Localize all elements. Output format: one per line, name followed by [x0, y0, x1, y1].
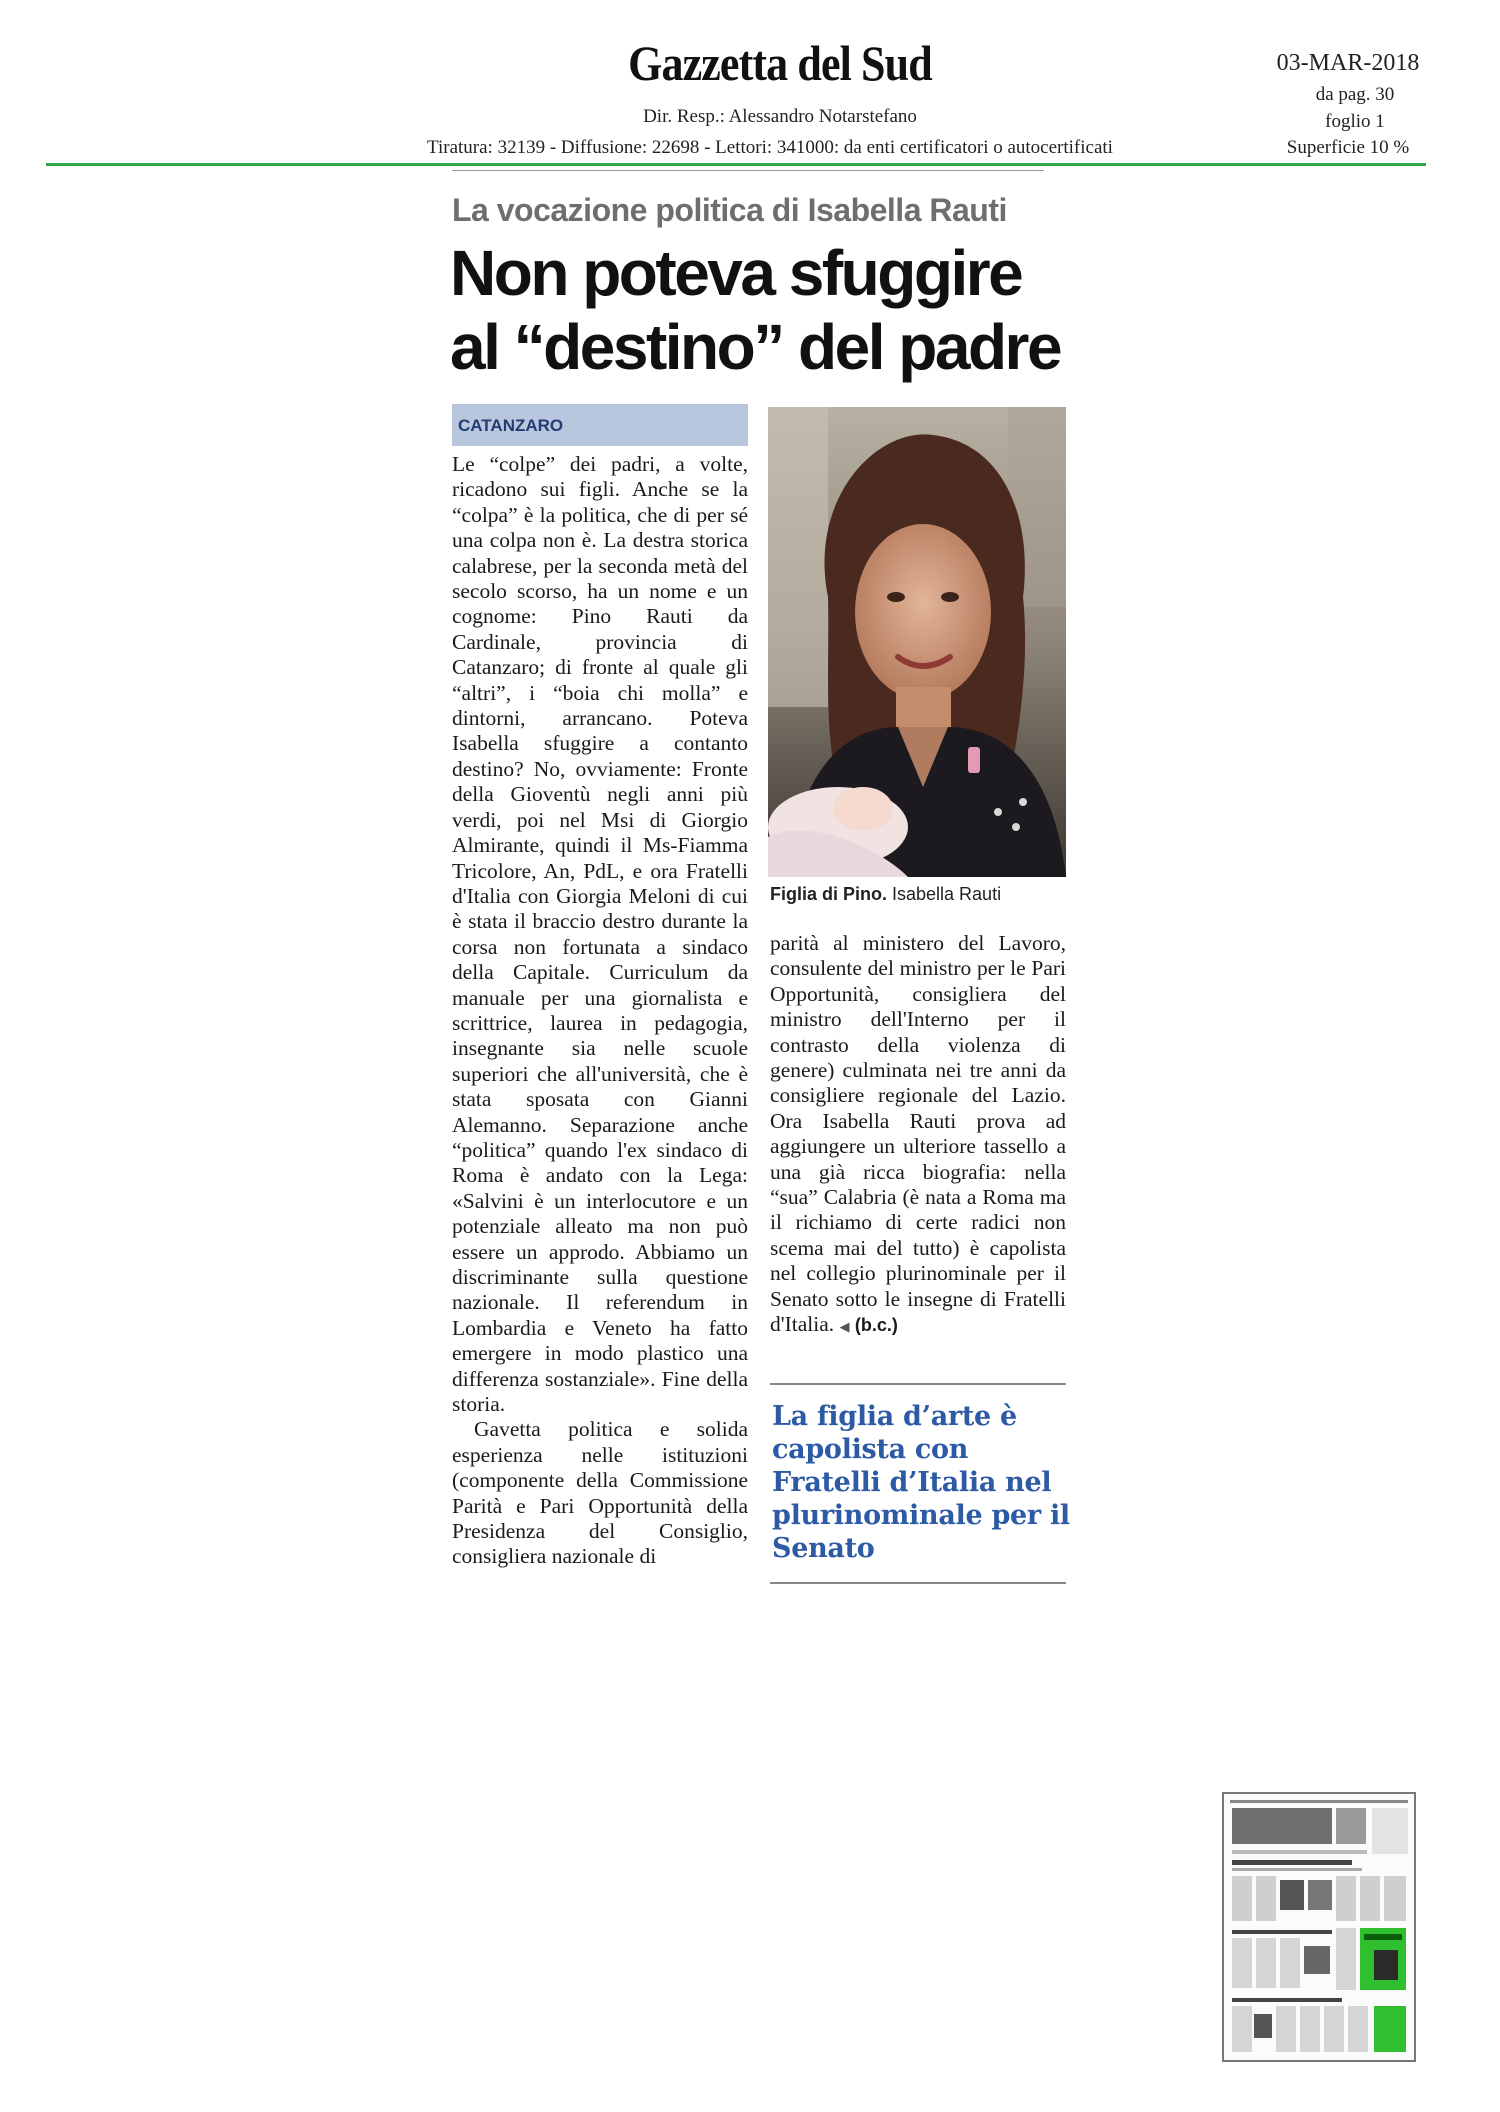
headline-line-2: al “destino” del padre — [450, 311, 1061, 383]
photo-caption — [770, 884, 1070, 905]
pullquote-bottom-rule — [770, 1582, 1066, 1584]
pullquote: La figlia d’arte è capolista con Fratelli d’Italia nel plurinominale per il Senato — [772, 1401, 1070, 1564]
article-kicker: La vocazione politica di Isabella Rauti — [452, 192, 1007, 228]
caption-bold: Figlia di Pino. — [770, 884, 887, 904]
article-top-rule — [452, 170, 1044, 171]
paragraph-3-text: parità al ministero del Lavoro, consulente del ministro per le Pari Opportunità, consigliera del ministro dell'Interno per il contrasto della violenza di genere) culminata nei tre anni da consigliere regionale del Lazio. Ora Isabella Rauti prova ad aggiungere un ulteriore tassello a una già ricca biografia: nella “sua” Calabria (è nata a Roma ma il richiamo di certe radici non scema mai del tutto) è capolista nel collegio plurinominale per il Senato sotto le insegne di Fratelli d'Italia. — [770, 931, 1066, 1337]
page-number: da pag. 30 — [1315, 84, 1395, 105]
publication-date: 03-MAR-2018 — [1276, 50, 1420, 76]
page-thumbnail — [1222, 1792, 1416, 2062]
author-signature: (b.c.) — [854, 1315, 898, 1336]
dateline: CATANZARO — [452, 404, 748, 446]
header-divider — [46, 163, 1426, 166]
paragraph-2: Gavetta politica e solida esperienza nelle istituzioni (componente della Commissione Parità e Pari Opportunità della Presidenza del Consiglio, consigliera nazionale di — [452, 1417, 748, 1569]
area-percentage: Superficie 10 % — [1286, 137, 1410, 158]
paragraph-1: Le “colpe” dei padri, a volte, ricadono sui figli. Anche se la “colpa” è la politica, che di per sé una colpa non è. La destra storica calabrese, per la seconda metà del secolo scorso, ha un nome e un cognome: Pino Rauti da Cardinale, provincia di Catanzaro; di fronte al quale gli “altri”, i “boia chi molla” e dintorni, arrancano. Poteva Isabella sfuggire a contanto destino? No, ovviamente: Fronte della Gioventù negli anni più verdi, poi nel Msi di Giorgio Almirante, quindi il Ms-Fiamma Tricolore, An, PdL, e ora Fratelli d'Italia con Giorgia Meloni di cui è stata il braccio destro durante la corsa non fortunata a sindaco della Capitale. Curriculum da manuale per una giornalista e scrittrice, laurea in pedagogia, insegnante sia nelle scuole superiori che all'università, che è stata sposata con Gianni Alemanno. Separazione anche “politica” quando l'ex sindaco di Roma è andato con la Lega: «Salvini è un interlocutore e un potenziale alleato ma non può essere un approdo. Abbiamo un discriminante sulla questione nazionale. Il referendum in Lombardia e Veneto ha fatto emergere in modo plastico una differenza sostanziale». Fine della storia. — [452, 452, 748, 1417]
director-line: Dir. Resp.: Alessandro Notarstefano — [643, 106, 917, 127]
paragraph-3 — [770, 931, 1066, 1340]
portrait-photo — [768, 407, 1066, 877]
headline-line-1: Non poteva sfuggire — [450, 237, 1022, 309]
article-headline — [450, 236, 1070, 384]
article-column-2 — [770, 931, 1066, 1340]
end-triangle-icon: ◀ — [839, 1319, 850, 1335]
sheet-number: foglio 1 — [1325, 111, 1385, 132]
article-column-1 — [452, 452, 748, 1570]
pullquote-top-rule — [770, 1383, 1066, 1385]
caption-text: Isabella Rauti — [887, 884, 1002, 904]
masthead-logo: Gazzetta del Sud — [628, 35, 932, 91]
circulation-line: Tiratura: 32139 - Diffusione: 22698 - Lettori: 341000: da enti certificatori o autocertificati — [427, 137, 1113, 158]
